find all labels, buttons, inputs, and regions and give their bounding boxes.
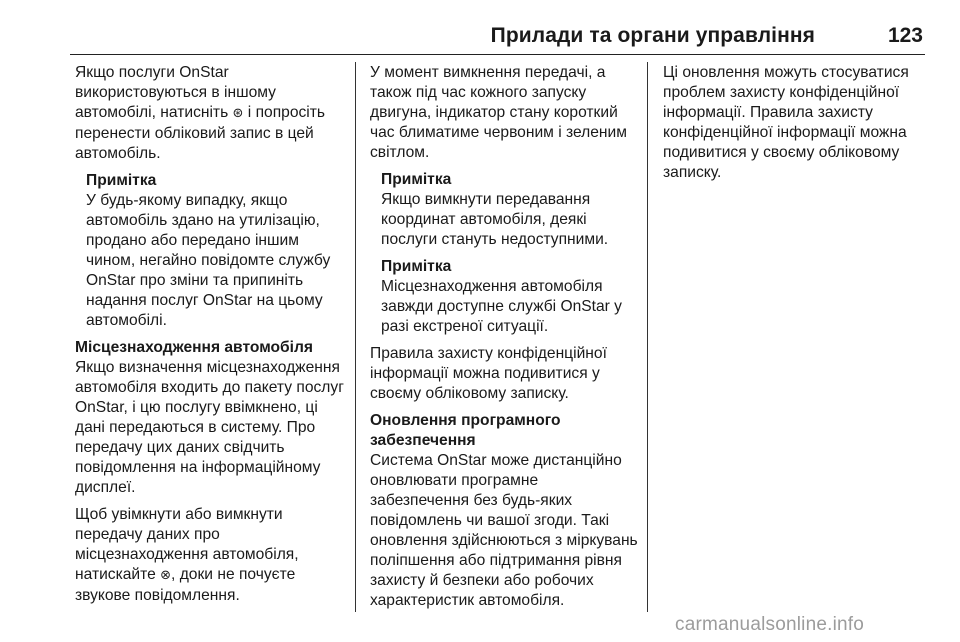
onstar-button-icon: ⊛: [232, 106, 244, 121]
paragraph-software-update: Система OnStar може дистанційно оновлювати програмне забезпечення без будь-яких повідомлень чи вашої згоди. Такі оновлення здійснюються з міркувань поліпшення або підтримання рівня захисту й безпеки або робочих характеристик автомобіля.: [370, 452, 638, 609]
page-number: 123: [887, 24, 923, 47]
paragraph-onstar-account: Якщо послуги OnStar використовуються в іншому автомобілі, натисніть ⊛ і попросіть перенести обліковий запис в цей автомобіль.: [75, 64, 326, 162]
column-2: [370, 63, 638, 618]
note-block: [86, 171, 347, 331]
section-heading-software-update: Оновлення програмного забезпечення: [370, 412, 561, 449]
note-block: [381, 170, 638, 250]
note-title: Примітка: [381, 171, 452, 188]
page-title: Прилади та органи управління: [490, 24, 815, 47]
note-text: У будь-якому випадку, якщо автомобіль здано на утилізацію, продано або передано іншим чином, негайно повідомте службу OnStar про зміни та припиніть надання послуг OnStar на цьому автомобілі.: [86, 192, 331, 329]
paragraph-updates-privacy: Ці оновлення можуть стосуватися проблем захисту конфіденційної інформації. Правила захисту конфіденційної інформації можна подивитися у своєму обліковому записку.: [663, 64, 909, 181]
column-divider-1: [355, 62, 356, 612]
paragraph-toggle-location: Щоб увімкнути або вимкнути передачу даних про місцезнаходження автомобіля, натискайте ⊗, доки не почуєте звукове повідомлення.: [75, 506, 299, 604]
column-divider-2: [647, 62, 648, 612]
note-title: Примітка: [86, 172, 157, 189]
column-3: [663, 63, 933, 190]
paragraph-location: Якщо визначення місцезнаходження автомобіля входить до пакету послуг OnStar, і цю послугу ввімкнено, ці дані передаються в систему. Про передачу цих даних свідчить повідомлення на інформаційному дисплеї.: [75, 359, 344, 496]
section-heading-location: Місцезнаходження автомобіля: [75, 339, 314, 356]
watermark: carmanualsonline.info: [675, 614, 865, 635]
paragraph-privacy: Правила захисту конфіденційної інформації можна подивитися у своєму обліковому записку.: [370, 345, 607, 402]
column-1: [75, 63, 347, 613]
note-block: [381, 257, 638, 337]
note-text: Місцезнаходження автомобіля завжди доступне службі OnStar у разі екстреної ситуації.: [381, 278, 622, 335]
page-header: [70, 22, 925, 55]
privacy-button-icon: ⊗: [160, 568, 172, 583]
note-text: Якщо вимкнути передавання координат автомобіля, деякі послуги стануть недоступними.: [381, 191, 609, 248]
paragraph-indicator: У момент вимкнення передачі, а також під час кожного запуску двигуна, індикатор стану короткий час блиматиме червоним і зеленим світлом.: [370, 64, 627, 161]
note-title: Примітка: [381, 258, 452, 275]
